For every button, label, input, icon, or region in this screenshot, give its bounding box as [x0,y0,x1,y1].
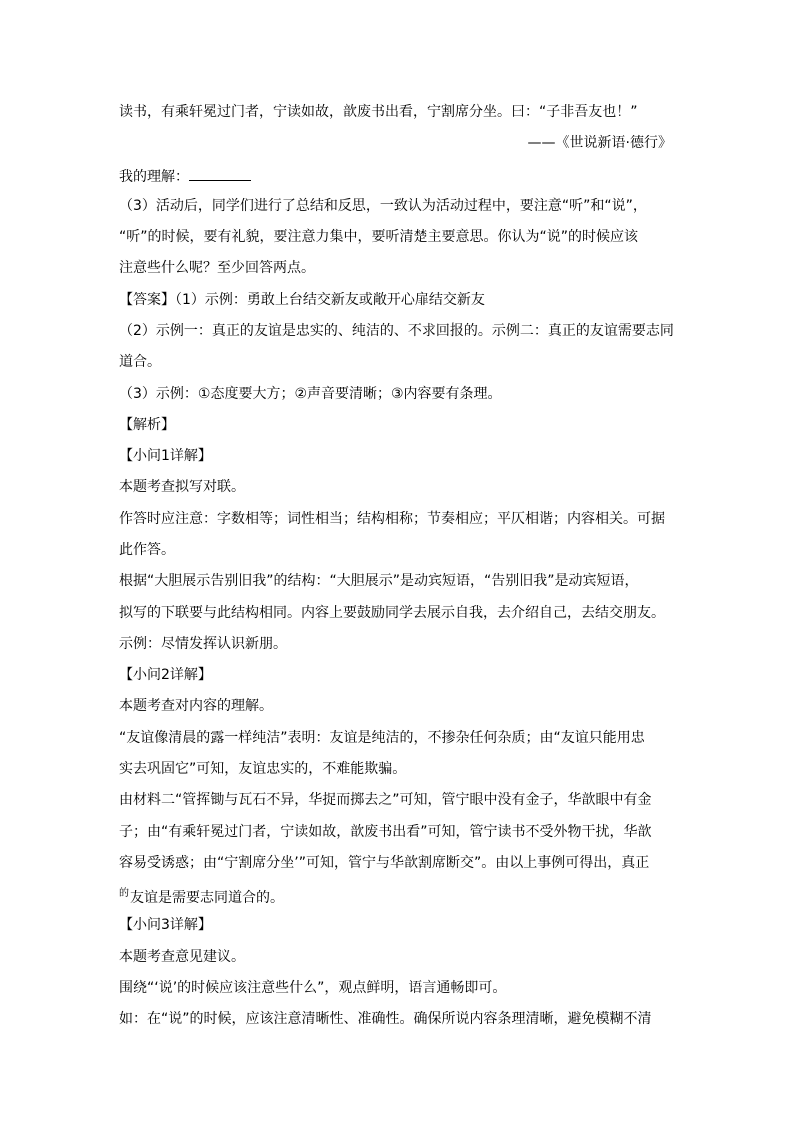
understanding-line [119,166,251,186]
text-line: 此作答。 [119,542,175,558]
text-line: 本题考查对内容的理解。 [119,698,273,714]
citation-line: ——《世说新语·德行》 [527,135,672,151]
answer-heading: 【答案】（1）示例：勇敢上台结交新友或敞开心扉结交新友 [119,292,485,308]
text-line: 道合。 [119,354,161,370]
section-heading: 【小问3详解】 [119,917,212,933]
understanding-label: 我的理解： [119,169,189,185]
text-line [119,885,284,907]
text-line: 根据“大胆展示告别旧我”的结构：“大胆展示”是动宾短语，“告别旧我”是动宾短语， [119,573,639,589]
text-line: 本题考查意见建议。 [119,949,245,965]
text-line: 示例：尽情发挥认识新朋。 [119,636,287,652]
text-line: 如：在“说”的时候，应该注意清晰性、准确性。确保所说内容条理清晰，避免模糊不清 [119,1011,652,1027]
text-line: 本题考查拟写对联。 [119,479,245,495]
text-line: （3）示例：①态度要大方；②声音要清晰；③内容要有条理。 [119,386,502,402]
text-line: 子；由“有乘轩冕过门者，宁读如故，歆废书出看”可知，管宁读书不受外物干扰，华歆 [119,824,652,840]
text-line: “友谊像清晨的露一样纯洁”表明：友谊是纯洁的，不掺杂任何杂质；由“友谊只能用忠 [119,730,645,746]
text-line: 容易受诱惑；由“宁割席分坐’”可知，管宁与华歆割席断交”。由以上事例可得出，真正 [119,855,650,871]
answer-blank [189,166,251,181]
superscript-char: 的 [119,888,129,899]
section-heading: 【小问1详解】 [119,448,212,464]
text-line: （2）示例一：真正的友谊是忠实的、纯洁的、不求回报的。示例二：真正的友谊需要志同 [119,323,674,339]
text-line: 注意些什么呢？至少回答两点。 [119,260,315,276]
text-line: 读书，有乘轩冕过门者，宁读如故，歆废书出看，宁割席分坐。曰：“子非吾友也！” [119,104,638,120]
text-line: “听”的时候，要有礼貌，要注意力集中，要听清楚主要意思。你认为“说”的时候应该 [119,229,639,245]
text-line: 由材料二“管挥锄与瓦石不异，华捉而掷去之”可知，管宁眼中没有金子，华歆眼中有金 [119,792,652,808]
analysis-heading: 【解析】 [119,417,175,433]
text-line-content: 友谊是需要志同道合的。 [130,890,284,906]
text-line: 实去巩固它”可知，友谊忠实的，不难能欺骗。 [119,761,407,777]
section-heading: 【小问2详解】 [119,667,212,683]
text-line: 作答时应注意：字数相等；词性相当；结构相称；节奏相应；平仄相谐；内容相关。可据 [119,511,665,527]
text-line: 拟写的下联要与此结构相同。内容上要鼓励同学去展示自我，去介绍自己，去结交朋友。 [119,605,665,621]
text-line: 围绕“‘说’的时候应该注意些什么”，观点鲜明，语言通畅即可。 [119,980,507,996]
text-line: （3）活动后，同学们进行了总结和反思，一致认为活动过程中，要注意“听”和“说”， [119,198,647,214]
